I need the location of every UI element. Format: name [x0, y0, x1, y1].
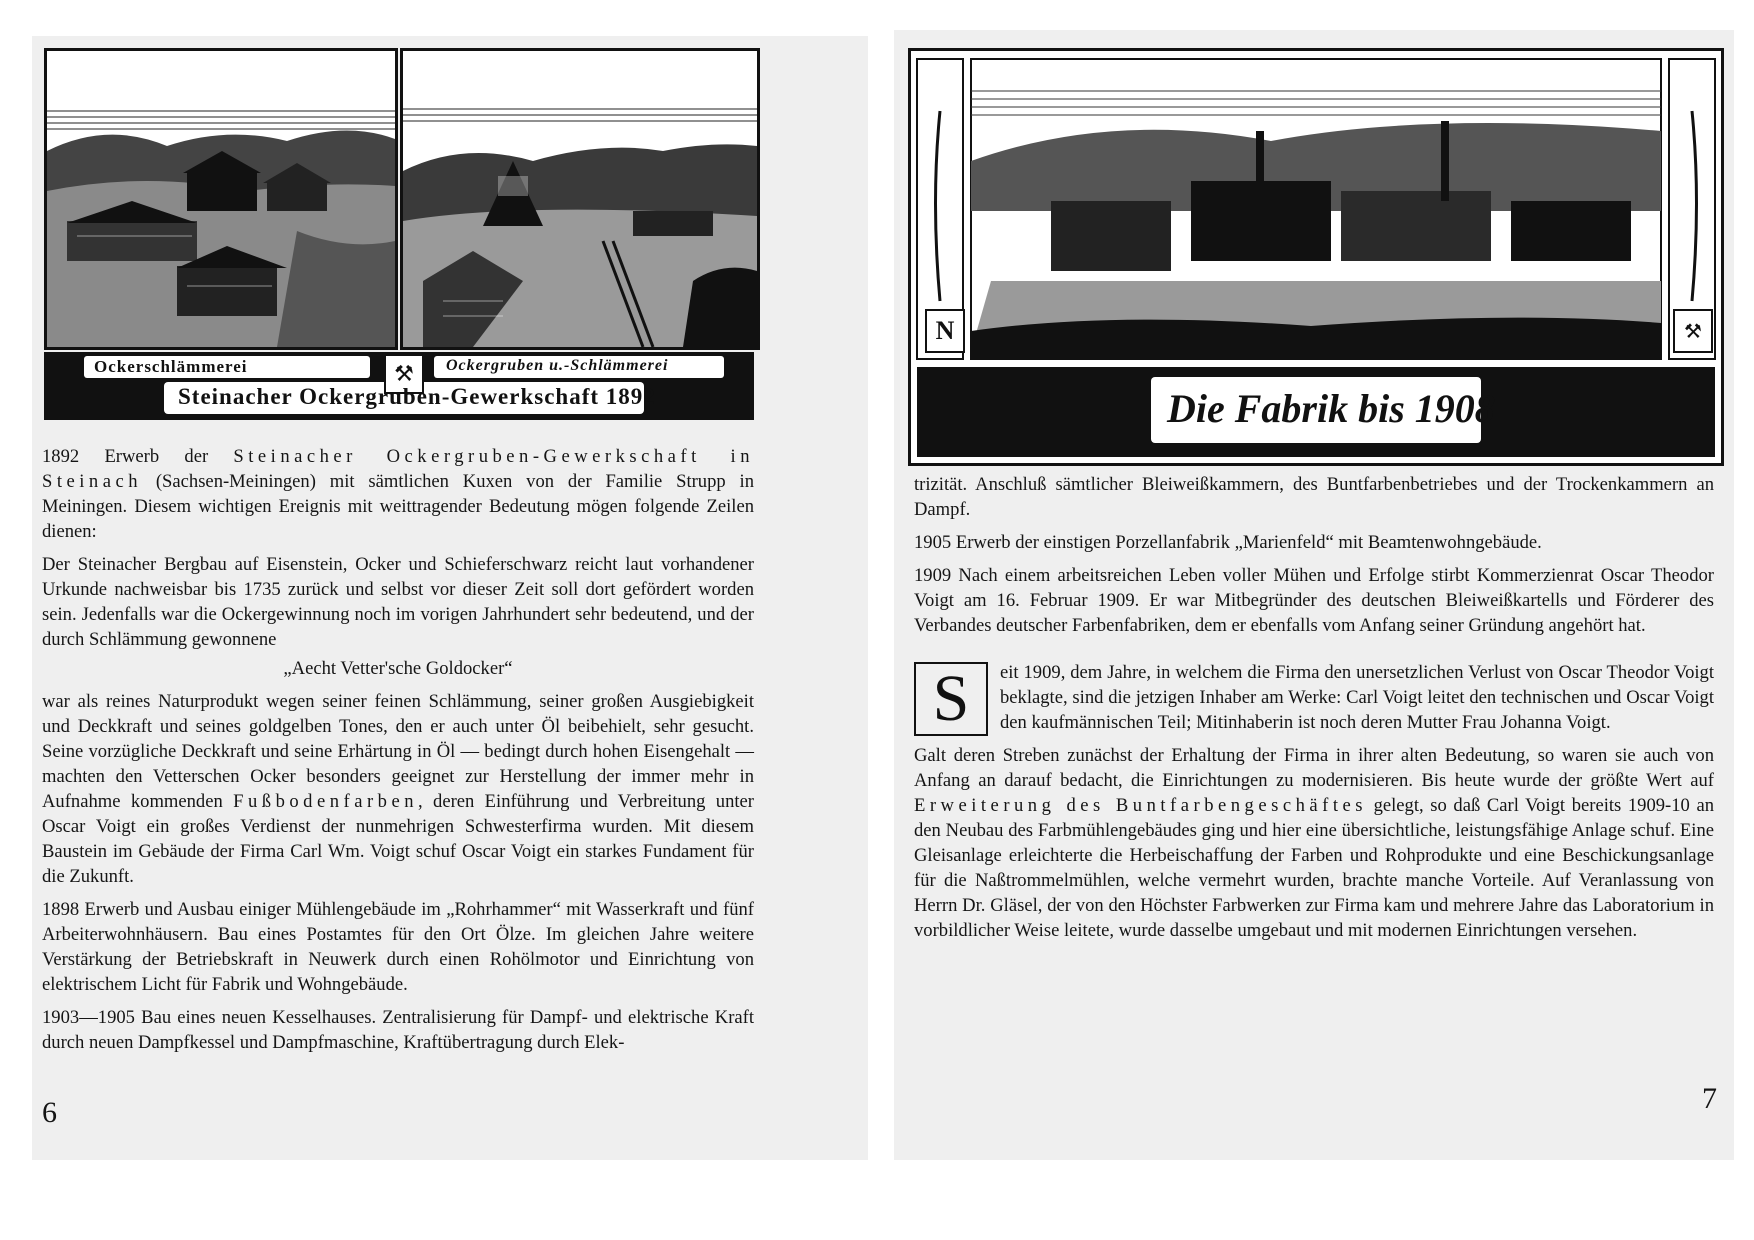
paragraph: 1898 Erwerb und Ausbau einiger Mühlengebäude im „Rohrhammer“ mit Wasserkraft und fünf Arbeiterwohnhäusern. Bau eines Postamtes für den Ort Ölze. Im gleichen Jahre weitere Verstärkung der Betriebskraft in Neuwerk durch einen Rohölmotor und Einrichtung von elektrischem Licht für Fabrik und Wohngebäude. [42, 899, 754, 995]
left-body-text [42, 444, 754, 1063]
banner-right-label: Ockergruben u.-Schlämmerei [446, 357, 669, 374]
page-number: 6 [42, 1096, 57, 1129]
right-page [894, 30, 1734, 1160]
engraving-ochre-washery [44, 48, 398, 350]
paragraph: war als reines Naturprodukt wegen seiner feinen Schlämmung, seiner großen Ausgiebigkeit und Deckkraft und seines goldgelben Tones, den er auch unter Öl beibehielt, sehr gesucht. Seine vorzügliche Deckkraft und seine Erhärtung in Öl — bedingt durch hohen Eisengehalt — machten den Vetterschen Ocker besonders geeignet zur Herstellung der immer mehr in Aufnahme kommenden Fußbodenfarben, deren Einführung und Verbreitung unter Oscar Voigt ein großes Verdienst der nunmehrigen Schwesterfirma wurden. Mit diesem Baustein im Gebäude der Firma Carl Wm. Voigt schuf Oscar Voigt ein starkes Fundament für die Zukunft. [42, 691, 754, 887]
banner-title: Steinacher Ockergruben-Gewerkschaft 1892 [178, 384, 656, 409]
engraving-ochre-mines [400, 48, 760, 350]
mining-crest-icon: ⚒ [1673, 309, 1713, 353]
paragraph: 1903—1905 Bau eines neuen Kesselhauses. Zentralisierung für Dampf- und elektrische Kraft durch neuen Dampfkessel und Dampfmaschine, Kraftübertragung durch Elek- [42, 1007, 754, 1053]
paragraph-with-dropcap: S eit 1909, dem Jahre, in welchem die Firma den unersetzlichen Verlust von Oscar Theodor Voigt beklagte, sind die jetzigen Inhaber am Werke: Carl Voigt leitet den technischen und Oscar Voigt den kaufmännischen Teil; Mitinhaberin ist noch deren Mutter Frau Johanna Voigt. [914, 660, 1714, 735]
engraving-factory-1908 [908, 48, 1724, 466]
hammer-and-pick-icon: ⚒ [384, 354, 424, 394]
paragraph: 1909 Nach einem arbeitsreichen Leben voller Mühen und Erfolge stirbt Kommerzienrat Oscar Theodor Voigt am 16. Februar 1909. Er war Mitbegründer des deutschen Bleiweißkartells und Förderer des Verbandes deutscher Farbenfabriken, dem er ebenfalls vom Anfang seiner Gründung angehört hat. [914, 565, 1714, 636]
left-page [32, 36, 868, 1160]
banner-left-label: Ockerschlämmerei [94, 357, 248, 376]
page-number: 7 [1702, 1082, 1717, 1115]
paragraph: Der Steinacher Bergbau auf Eisenstein, Ocker und Schieferschwarz reicht laut vorhandener Urkunde nachweisbar bis 1735 zurück und selbst vor dieser Zeit soll dort gefördert worden sein. Jedenfalls war die Ockergewinnung noch im vorigen Jahrhundert sehr bedeutend, und der durch Schlämmung gewonnene [42, 554, 754, 650]
paragraph: trizität. Anschluß sämtlicher Bleiweißkammern, des Buntfarbenbetriebes und der Trockenkammern an Dampf. [914, 474, 1714, 520]
paragraph: 1905 Erwerb der einstigen Porzellanfabrik „Marienfeld“ mit Beamtenwohngebäude. [914, 532, 1542, 553]
ribbon-banner [44, 352, 754, 420]
paragraph: 1892 Erwerb der Steinacher Ockergruben-Gewerkschaft in Steinach (Sachsen-Meiningen) mit sämtlichen Kuxen von der Familie Strupp in Meiningen. Diesem wichtigen Ereignis mit weittragender Bedeutung mögen folgende Zeilen dienen: [42, 446, 754, 542]
quote: „Aecht Vetter'sche Goldocker“ [283, 658, 513, 679]
right-body-text [914, 472, 1714, 951]
monogram-badge: N [925, 309, 965, 353]
paragraph: Galt deren Streben zunächst der Erhaltung der Firma in ihrer alten Bedeutung, so waren sie auch von Anfang an darauf bedacht, die Einrichtungen zu modernisieren. Bis heute wurde der größte Wert auf Erweiterung des Buntfarbengeschäftes gelegt, so daß Carl Voigt bereits 1909-10 an den Neubau des Farbmühlengebäudes ging und hier eine übersichtliche, leistungsfähige Anlage schuf. Eine Gleisanlage erleichterte die Herbeischaffung der Farben und Rohprodukte und eine Beschickungsanlage für die Naßtrommelmühlen, welche vermehrt wurden, brachte manche Vorteile. Auf Veranlassung von Herrn Dr. Gläsel, der von den Höchster Farbwerken zur Firma kam und mehrere Jahre das Laboratorium in vorbildlicher Weise leitete, wurde dasselbe umgebaut und mit modernen Einrichtungen versehen. [914, 745, 1714, 941]
dropcap: S [914, 662, 988, 736]
banner-title: Die Fabrik bis 1908 [1167, 386, 1495, 431]
